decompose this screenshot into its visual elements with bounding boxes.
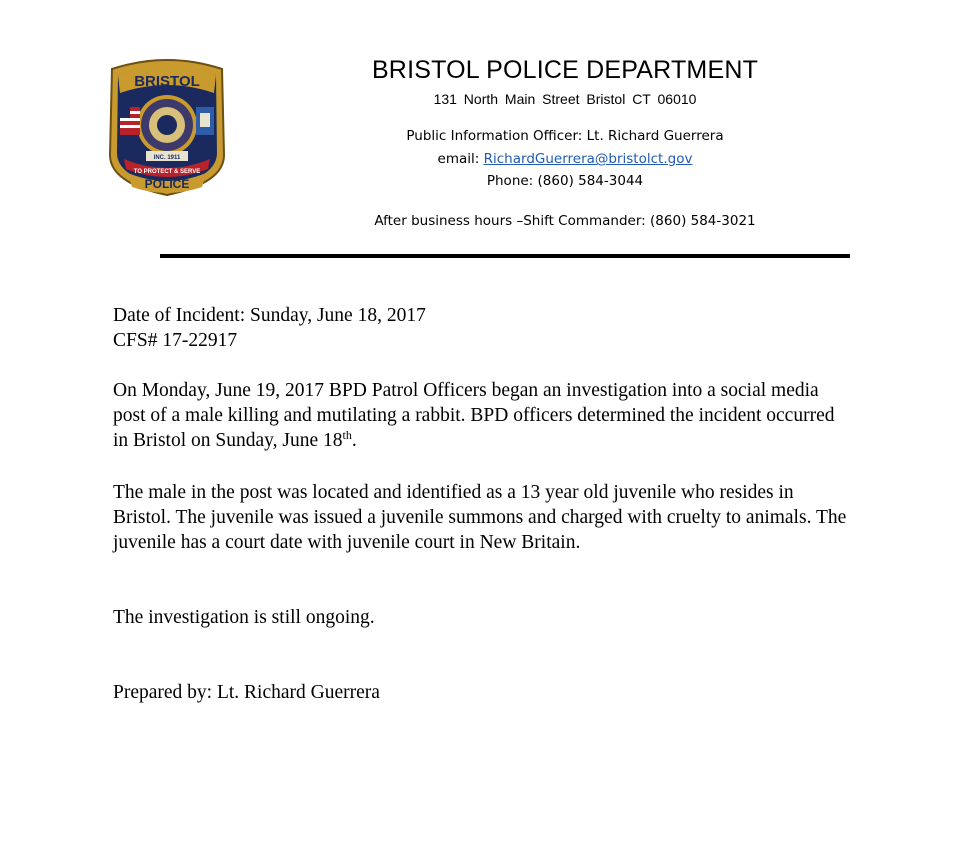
phone-number: (860) 584-3044 bbox=[537, 173, 644, 189]
after-hours-phone: (860) 584-3021 bbox=[650, 213, 756, 229]
investigation-paragraph bbox=[113, 378, 853, 453]
after-hours-label: After business hours –Shift Commander: bbox=[374, 213, 646, 229]
date-of-incident: Date of Incident: Sunday, June 18, 2017 bbox=[113, 305, 426, 326]
police-badge-icon bbox=[104, 55, 230, 197]
pio-label: Public Information Officer: bbox=[406, 128, 583, 144]
phone-line bbox=[270, 173, 860, 189]
email-label: email: bbox=[437, 151, 480, 167]
cfs-number: CFS# 17-22917 bbox=[113, 330, 238, 351]
email-link[interactable]: RichardGuerrera@bristolct.gov bbox=[483, 151, 693, 167]
prepared-by-text: Prepared by: Lt. Richard Guerrera bbox=[113, 682, 380, 703]
badge-bottom-text: POLICE bbox=[144, 177, 190, 191]
juvenile-text: The male in the post was located and identified as a 13 year old juvenile who resides in Bristol. The juvenile was issued a juvenile summons and charged with cruelty to animals. The juvenile has a court date with juvenile court in New Britain. bbox=[113, 482, 847, 553]
header-divider bbox=[160, 254, 850, 258]
investigation-text: On Monday, June 19, 2017 BPD Patrol Officers began an investigation into a social media post of a male killing and mutilating a rabbit. BPD officers determined the incident occurred in Bristol on Sunday, June 18 bbox=[113, 380, 835, 451]
police-badge-logo bbox=[104, 55, 230, 197]
ongoing-text: The investigation is still ongoing. bbox=[113, 607, 375, 628]
incident-info bbox=[113, 303, 853, 353]
ongoing-paragraph bbox=[113, 605, 853, 630]
after-hours-line bbox=[270, 213, 860, 229]
badge-top-text: BRISTOL bbox=[134, 73, 200, 90]
email-line bbox=[270, 151, 860, 167]
department-title: BRISTOL POLICE DEPARTMENT bbox=[371, 56, 759, 84]
investigation-end: . bbox=[351, 430, 357, 451]
juvenile-paragraph bbox=[113, 480, 853, 555]
pio-name: Lt. Richard Guerrera bbox=[586, 128, 724, 144]
badge-inc-text: INC. 1911 bbox=[153, 155, 181, 161]
department-address: 131 North Main Street Bristol CT 06010 bbox=[433, 91, 697, 107]
badge-motto-text: TO PROTECT & SERVE bbox=[133, 169, 201, 175]
investigation-superscript: th bbox=[342, 428, 352, 442]
prepared-by bbox=[113, 680, 853, 705]
phone-label: Phone: bbox=[486, 173, 534, 189]
pio-line bbox=[270, 128, 860, 144]
